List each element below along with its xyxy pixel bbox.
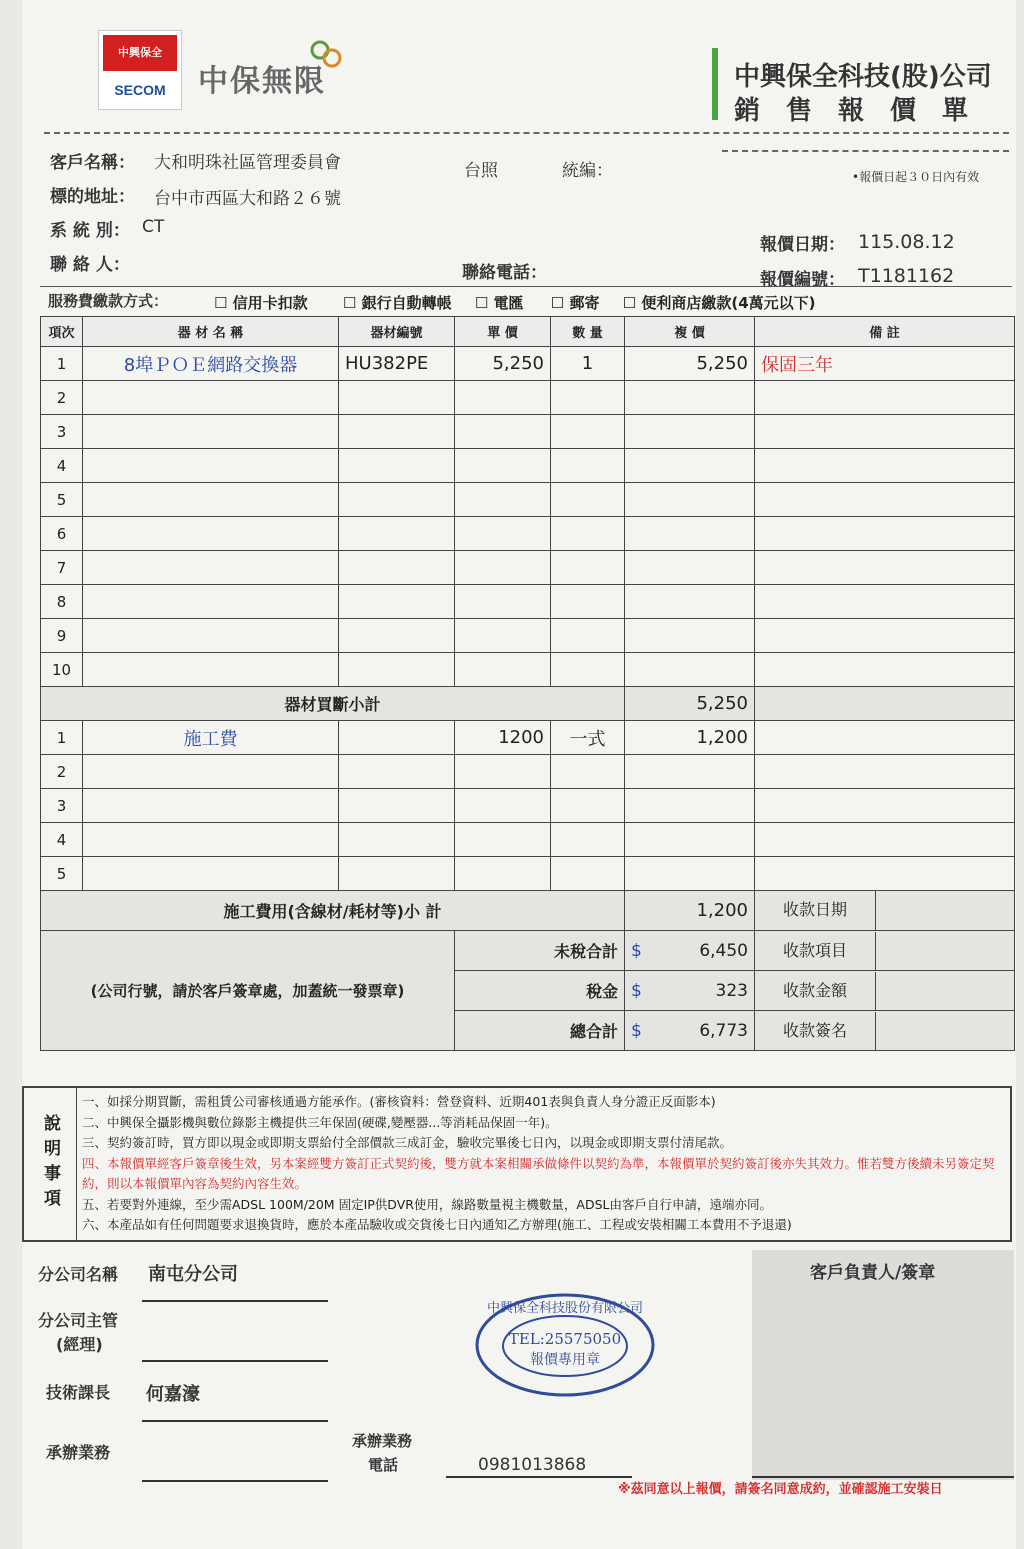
item-name [83,857,339,891]
item-no: 1 [41,347,83,381]
item-no: 5 [41,857,83,891]
table-header-row [41,317,1015,347]
receipt-item-label: 收款項目 [755,932,876,970]
remark [755,449,1015,483]
manager-line [142,1318,328,1362]
item-code [339,551,455,585]
header-divider-right [722,150,1009,152]
remark: 保固三年 [755,347,1015,381]
table-row [41,857,1015,891]
remark [755,483,1015,517]
item-code [339,585,455,619]
logo-bottom-text: SECOM [114,82,166,98]
unit-price [455,415,551,449]
unit-price [455,857,551,891]
note-item: 四、本報價單經客戶簽章後生效，另本案經雙方簽訂正式契約後，雙方就本案相關承做條件以契約為準，本報價單於契約簽訂後亦失其效力。惟若雙方後續未另簽定契約，則以本報價單內容為契約內容生效。 [82,1155,995,1191]
remark [755,381,1015,415]
notes-section [22,1086,1012,1242]
remark [755,619,1015,653]
labor-subtotal-label: 施工費用(含線材/耗材等)小 計 [41,891,625,931]
item-name [83,449,339,483]
header-remark: 備 註 [755,317,1015,347]
amount [625,653,755,687]
receipt-sign-cell [755,1011,1015,1051]
amount [625,483,755,517]
manager-label: 分公司主管 [38,1311,119,1330]
pretax-row [41,931,1015,971]
amount [625,789,755,823]
customer-signature-box[interactable] [752,1250,1014,1480]
labor-subtotal-row [41,891,1015,931]
item-name [83,653,339,687]
item-no: 10 [41,653,83,687]
amount [625,449,755,483]
tax-id-label: 統編： [562,161,613,181]
item-name [83,551,339,585]
labor-subtotal-value: 1,200 [625,891,755,931]
unit-price [455,381,551,415]
unit-price [455,517,551,551]
item-name [83,789,339,823]
table-row [41,551,1015,585]
header-item-name: 器 材 名 稱 [83,317,339,347]
receipt-sign-label: 收款簽名 [755,1012,876,1050]
unit-price [455,653,551,687]
green-accent-bar [712,48,718,120]
payment-options [214,292,816,313]
system-label: 系 統 別： [50,221,130,241]
infinity-icon [308,36,344,72]
currency-symbol: $ [631,1020,642,1041]
item-no: 1 [41,721,83,755]
remark [755,755,1015,789]
remark [755,517,1015,551]
remark [755,823,1015,857]
table-row [41,517,1015,551]
system-value: CT [142,217,165,237]
header-item-no: 項次 [41,317,83,347]
currency-symbol: $ [631,940,642,961]
customer-name-value: 大和明珠社區管理委員會 [154,153,341,173]
amount [625,755,755,789]
quantity [551,585,625,619]
sales-phone-value: 0981013868 [478,1455,587,1475]
quantity: 1 [551,347,625,381]
total-label: 總合計 [455,1011,625,1051]
amount [625,585,755,619]
table-row [41,449,1015,483]
tax-value: 323 [715,980,748,1001]
unit-price: 1200 [455,721,551,755]
equipment-subtotal-label: 器材買斷小計 [41,687,625,721]
quantity [551,517,625,551]
remark [755,789,1015,823]
payment-divider [40,286,1012,287]
item-name [83,585,339,619]
amount: 1,200 [625,721,755,755]
receipt-amount-label: 收款金額 [755,972,876,1010]
unit-price [455,551,551,585]
unit-price [455,789,551,823]
license-label: 台照 [464,161,498,181]
quantity: 一式 [551,721,625,755]
item-code [339,483,455,517]
receipt-date-label: 收款日期 [755,891,876,930]
logo-top-text: 中興保全 [103,35,177,71]
equipment-subtotal-blank [755,687,1015,721]
amount [625,857,755,891]
item-name [83,619,339,653]
item-no: 4 [41,823,83,857]
invoice-stamp-note: (公司行號，請於客戶簽章處，加蓋統一發票章) [41,931,455,1051]
agreement-note: ※茲同意以上報價，請簽名同意成約，並確認施工安裝日 [618,1482,943,1497]
notes-list [82,1092,1010,1236]
table-row [41,415,1015,449]
table-row [41,347,1015,381]
note-item: 一、如採分期買斷，需租賃公司審核通過方能承作。(審核資料：營登資料、近期401表與負責人身分證正反面影本) [82,1094,716,1109]
validity-note: •報價日起３０日內有效 [852,170,980,184]
remark [755,721,1015,755]
sales-line [142,1438,328,1482]
document-title: 銷售報價單 [734,96,995,126]
labor-rows [41,721,1015,891]
pretax-value: 6,450 [699,940,748,961]
note-item: 二、中興保全攝影機與數位錄影主機提供三年保固(硬碟,變壓器...等消耗品保固一年)。 [82,1114,558,1130]
item-no: 3 [41,789,83,823]
quantity [551,653,625,687]
sales-phone-label: 承辦業務 [352,1432,413,1450]
amount [625,517,755,551]
payment-option-mail[interactable]: ☐ 郵寄 [550,294,600,312]
item-code [339,857,455,891]
remark [755,857,1015,891]
sales-phone-label2: 電話 [368,1456,399,1474]
remark [755,415,1015,449]
item-no: 7 [41,551,83,585]
item-code [339,619,455,653]
item-no: 3 [41,415,83,449]
quantity [551,449,625,483]
remark [755,551,1015,585]
item-no: 2 [41,381,83,415]
equipment-rows [41,347,1015,687]
tech-supervisor-value: 何嘉濠 [146,1384,200,1405]
equipment-subtotal-value: 5,250 [625,687,755,721]
item-name [83,381,339,415]
quotation-page [22,0,1016,1549]
receipt-amount-cell [755,971,1015,1011]
unit-price: 5,250 [455,347,551,381]
item-name [83,517,339,551]
company-seal-stamp [472,1290,658,1400]
unit-price [455,585,551,619]
quantity [551,823,625,857]
item-name [83,823,339,857]
unit-price [455,619,551,653]
amount [625,381,755,415]
item-name [83,755,339,789]
unit-price [455,755,551,789]
quantity [551,381,625,415]
payment-option-bank-transfer[interactable]: ☐ 銀行自動轉帳 [342,294,452,312]
item-name [83,483,339,517]
item-no: 4 [41,449,83,483]
equipment-subtotal-row [41,687,1015,721]
item-name: 8埠ＰＯＥ網路交換器 [83,347,339,381]
quote-date-value: 115.08.12 [858,231,955,253]
amount [625,823,755,857]
brand-name: 中保無限 [198,64,326,99]
total-value: 6,773 [699,1020,748,1041]
note-item: 三、契約簽訂時，買方即以現金或即期支票給付全部價款三成訂金，驗收完畢後七日內，以現金或即期支票付清尾款。 [82,1135,733,1150]
item-no: 9 [41,619,83,653]
notes-title: 說明事項 [24,1088,77,1240]
company-name: 中興保全科技(股)公司 [734,62,992,92]
receipt-date-cell [755,891,1015,931]
table-row [41,483,1015,517]
item-name [83,415,339,449]
unit-price [455,449,551,483]
address-label: 標的地址： [50,187,135,207]
header-amount: 複 價 [625,317,755,347]
payment-method-label: 服務費繳款方式： [48,292,169,310]
item-code [339,789,455,823]
item-no: 5 [41,483,83,517]
item-code [339,415,455,449]
sales-label: 承辦業務 [46,1443,111,1462]
table-row [41,721,1015,755]
branch-value: 南屯分公司 [148,1264,238,1285]
tech-supervisor-label: 技術課長 [46,1383,111,1402]
header-item-code: 器材編號 [339,317,455,347]
quote-date-label: 報價日期： [760,235,845,255]
quantity [551,755,625,789]
customer-name-label: 客戶名稱： [50,153,135,173]
quantity [551,789,625,823]
seal-phone: TEL:25575050 [508,1330,622,1348]
quotation-table [40,316,1015,1051]
quote-number-label: 報價編號： [760,270,845,290]
unit-price [455,483,551,517]
item-no: 8 [41,585,83,619]
currency-symbol: $ [631,980,642,1001]
payment-option-convenience-store[interactable]: ☐ 便利商店繳款(4萬元以下) [622,294,816,312]
header-quantity: 數 量 [551,317,625,347]
table-row [41,585,1015,619]
amount [625,415,755,449]
item-code [339,755,455,789]
table-row [41,653,1015,687]
table-row [41,789,1015,823]
item-name: 施工費 [83,721,339,755]
quote-number-value: T1181162 [858,265,955,287]
item-code [339,517,455,551]
total-cell [625,1011,755,1051]
table-row [41,619,1015,653]
item-code [339,653,455,687]
seal-top-text: 中興保全科技股份有限公司 [486,1301,644,1316]
branch-label: 分公司名稱 [38,1265,119,1284]
tax-cell [625,971,755,1011]
tax-label: 稅金 [455,971,625,1011]
amount [625,619,755,653]
remark [755,585,1015,619]
item-no: 2 [41,755,83,789]
pretax-label: 未稅合計 [455,931,625,971]
payment-option-wire[interactable]: ☐ 電匯 [474,294,524,312]
header-unit-price: 單 價 [455,317,551,347]
secom-logo [98,30,182,110]
quantity [551,551,625,585]
item-code [339,823,455,857]
seal-bottom-text: 報價專用章 [530,1352,600,1368]
table-row [41,823,1015,857]
quantity [551,483,625,517]
amount [625,551,755,585]
contact-label: 聯 絡 人： [50,255,130,275]
address-value: 台中市西區大和路２６號 [154,189,341,209]
manager-sub-label: (經理) [56,1335,103,1354]
quantity [551,857,625,891]
item-code [339,381,455,415]
note-item: 五、若要對外連線，至少需ADSL 100M/20M 固定IP供DVR使用，線路數量視主機數量，ADSL由客戶自行申請，遠端亦同。 [82,1196,773,1212]
receipt-item-cell [755,931,1015,971]
payment-option-credit-card[interactable]: ☐ 信用卡扣款 [214,294,308,312]
header-divider [44,132,1009,134]
customer-sign-label: 客戶負責人/簽章 [810,1263,936,1283]
unit-price [455,823,551,857]
table-row [41,381,1015,415]
note-item: 六、本產品如有任何問題要求退換貨時，應於本產品驗收或交貨後七日內通知乙方辦理(施工、工程或安裝相關工本費用不予退還) [82,1217,792,1232]
item-code: HU382PE [339,347,455,381]
item-code [339,721,455,755]
quantity [551,415,625,449]
item-code [339,449,455,483]
quantity [551,619,625,653]
contact-phone-label: 聯絡電話： [462,263,547,283]
table-row [41,755,1015,789]
amount: 5,250 [625,347,755,381]
remark [755,653,1015,687]
item-no: 6 [41,517,83,551]
pretax-cell [625,931,755,971]
